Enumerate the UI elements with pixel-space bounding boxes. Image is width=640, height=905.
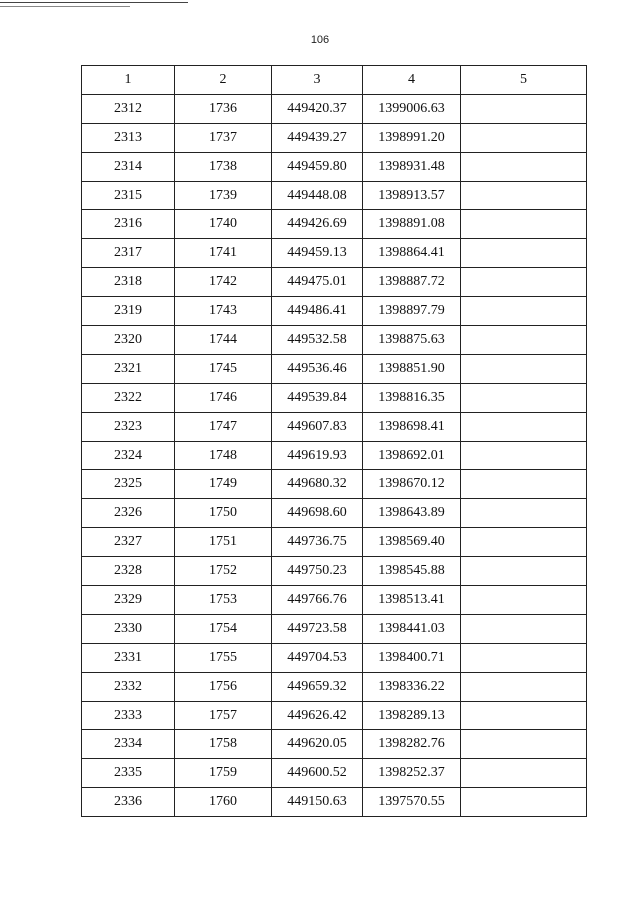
table-header-row [82,66,587,95]
table-cell: 1398913.57 [363,181,461,210]
table-row [82,354,587,383]
table-cell: 1398400.71 [363,643,461,672]
table-cell: 449723.58 [272,614,363,643]
column-header: 4 [363,66,461,95]
table-cell: 2317 [82,239,175,268]
table-cell: 2333 [82,701,175,730]
table-cell: 2314 [82,152,175,181]
table-cell: 449750.23 [272,557,363,586]
column-header: 3 [272,66,363,95]
table-cell: 1760 [175,788,272,817]
table-row [82,586,587,615]
table-cell: 1736 [175,94,272,123]
table-cell: 449626.42 [272,701,363,730]
table-cell: 449620.05 [272,730,363,759]
table-cell: 1398864.41 [363,239,461,268]
table-row [82,123,587,152]
table-cell: 449539.84 [272,383,363,412]
table-row [82,643,587,672]
table-cell: 2335 [82,759,175,788]
table-cell: 449736.75 [272,528,363,557]
table-cell: 2320 [82,326,175,355]
table-cell: 2316 [82,210,175,239]
table-cell: 1745 [175,354,272,383]
table-row [82,788,587,817]
table-cell: 1398692.01 [363,441,461,470]
table-cell: 1398252.37 [363,759,461,788]
table-cell: 1398670.12 [363,470,461,499]
table-cell [461,123,587,152]
table-cell [461,383,587,412]
table-row [82,297,587,326]
table-cell: 449459.13 [272,239,363,268]
table-cell: 1754 [175,614,272,643]
table-cell [461,268,587,297]
table-cell: 1398282.76 [363,730,461,759]
table-cell: 1398336.22 [363,672,461,701]
table-cell [461,528,587,557]
table-cell: 1741 [175,239,272,268]
table-row [82,268,587,297]
table-row [82,701,587,730]
table-row [82,499,587,528]
table-cell: 449766.76 [272,586,363,615]
table-cell: 1398441.03 [363,614,461,643]
table-row [82,383,587,412]
table-cell: 449475.01 [272,268,363,297]
table-row [82,470,587,499]
table-cell: 449486.41 [272,297,363,326]
table-cell [461,181,587,210]
table-cell: 2336 [82,788,175,817]
table-cell: 1742 [175,268,272,297]
table-cell: 1739 [175,181,272,210]
table-cell: 1746 [175,383,272,412]
table-cell: 2321 [82,354,175,383]
table-cell: 1397570.55 [363,788,461,817]
table-row [82,152,587,181]
table-cell [461,297,587,326]
table-cell [461,730,587,759]
table-cell: 1748 [175,441,272,470]
table-cell: 1398513.41 [363,586,461,615]
table-cell [461,557,587,586]
table-cell: 1737 [175,123,272,152]
table-cell: 2326 [82,499,175,528]
table-row [82,672,587,701]
table-cell: 1398569.40 [363,528,461,557]
table-cell: 2328 [82,557,175,586]
table-cell: 2315 [82,181,175,210]
table-cell [461,470,587,499]
table-cell: 449532.58 [272,326,363,355]
table-body [82,94,587,816]
table-row [82,528,587,557]
table-cell: 1749 [175,470,272,499]
column-header: 2 [175,66,272,95]
table-cell [461,586,587,615]
table-cell [461,326,587,355]
table-cell: 449536.46 [272,354,363,383]
table-row [82,614,587,643]
table-cell: 2324 [82,441,175,470]
table-cell: 1398698.41 [363,412,461,441]
table-cell: 1752 [175,557,272,586]
table-cell: 1399006.63 [363,94,461,123]
table-cell: 1398816.35 [363,383,461,412]
table-cell: 449150.63 [272,788,363,817]
table-cell: 1757 [175,701,272,730]
table-row [82,181,587,210]
table-cell: 449659.32 [272,672,363,701]
table-cell: 2313 [82,123,175,152]
table-cell [461,788,587,817]
table-cell [461,672,587,701]
table-cell: 1398289.13 [363,701,461,730]
table-cell: 449600.52 [272,759,363,788]
table-cell [461,412,587,441]
table-cell: 449607.83 [272,412,363,441]
table-row [82,557,587,586]
table-cell: 2330 [82,614,175,643]
table-row [82,210,587,239]
coordinates-table [81,65,587,817]
table-cell: 2318 [82,268,175,297]
column-header: 5 [461,66,587,95]
top-rule [0,2,188,3]
table-row [82,730,587,759]
table-cell: 1756 [175,672,272,701]
table-cell: 1398875.63 [363,326,461,355]
table-cell: 1755 [175,643,272,672]
table-cell: 449619.93 [272,441,363,470]
table-cell: 2322 [82,383,175,412]
table-cell: 2312 [82,94,175,123]
table-cell: 449448.08 [272,181,363,210]
table-cell: 449420.37 [272,94,363,123]
table-cell: 2332 [82,672,175,701]
table-cell [461,210,587,239]
table-cell: 2331 [82,643,175,672]
table-cell: 1758 [175,730,272,759]
page-number: 106 [310,34,330,46]
table-cell: 1398931.48 [363,152,461,181]
table-cell [461,643,587,672]
table-cell [461,499,587,528]
table-cell: 2319 [82,297,175,326]
table-row [82,326,587,355]
table-row [82,759,587,788]
table-row [82,239,587,268]
table-cell: 449439.27 [272,123,363,152]
table-cell: 2329 [82,586,175,615]
table-row [82,441,587,470]
table-cell [461,94,587,123]
top-rule-secondary [0,6,130,7]
table-cell: 1398643.89 [363,499,461,528]
table-cell: 449459.80 [272,152,363,181]
table-cell: 1738 [175,152,272,181]
table-cell [461,239,587,268]
table-cell [461,152,587,181]
table-cell [461,614,587,643]
table-cell: 2325 [82,470,175,499]
table-cell: 2334 [82,730,175,759]
table-cell: 2327 [82,528,175,557]
table-cell: 1753 [175,586,272,615]
table-cell: 1750 [175,499,272,528]
table-cell [461,354,587,383]
table-cell [461,759,587,788]
table-row [82,412,587,441]
table-cell: 1743 [175,297,272,326]
table-cell: 1398991.20 [363,123,461,152]
table-cell [461,701,587,730]
table-cell: 1398851.90 [363,354,461,383]
table-cell [461,441,587,470]
table-cell: 1740 [175,210,272,239]
table-cell: 1398891.08 [363,210,461,239]
table-row [82,94,587,123]
table-cell: 1398545.88 [363,557,461,586]
table-cell: 1759 [175,759,272,788]
table-cell: 2323 [82,412,175,441]
table-cell: 1398887.72 [363,268,461,297]
column-header: 1 [82,66,175,95]
table-cell: 1398897.79 [363,297,461,326]
table-cell: 449426.69 [272,210,363,239]
table-cell: 1751 [175,528,272,557]
table-cell: 449680.32 [272,470,363,499]
table-cell: 449698.60 [272,499,363,528]
table-cell: 1747 [175,412,272,441]
table-cell: 449704.53 [272,643,363,672]
table-cell: 1744 [175,326,272,355]
